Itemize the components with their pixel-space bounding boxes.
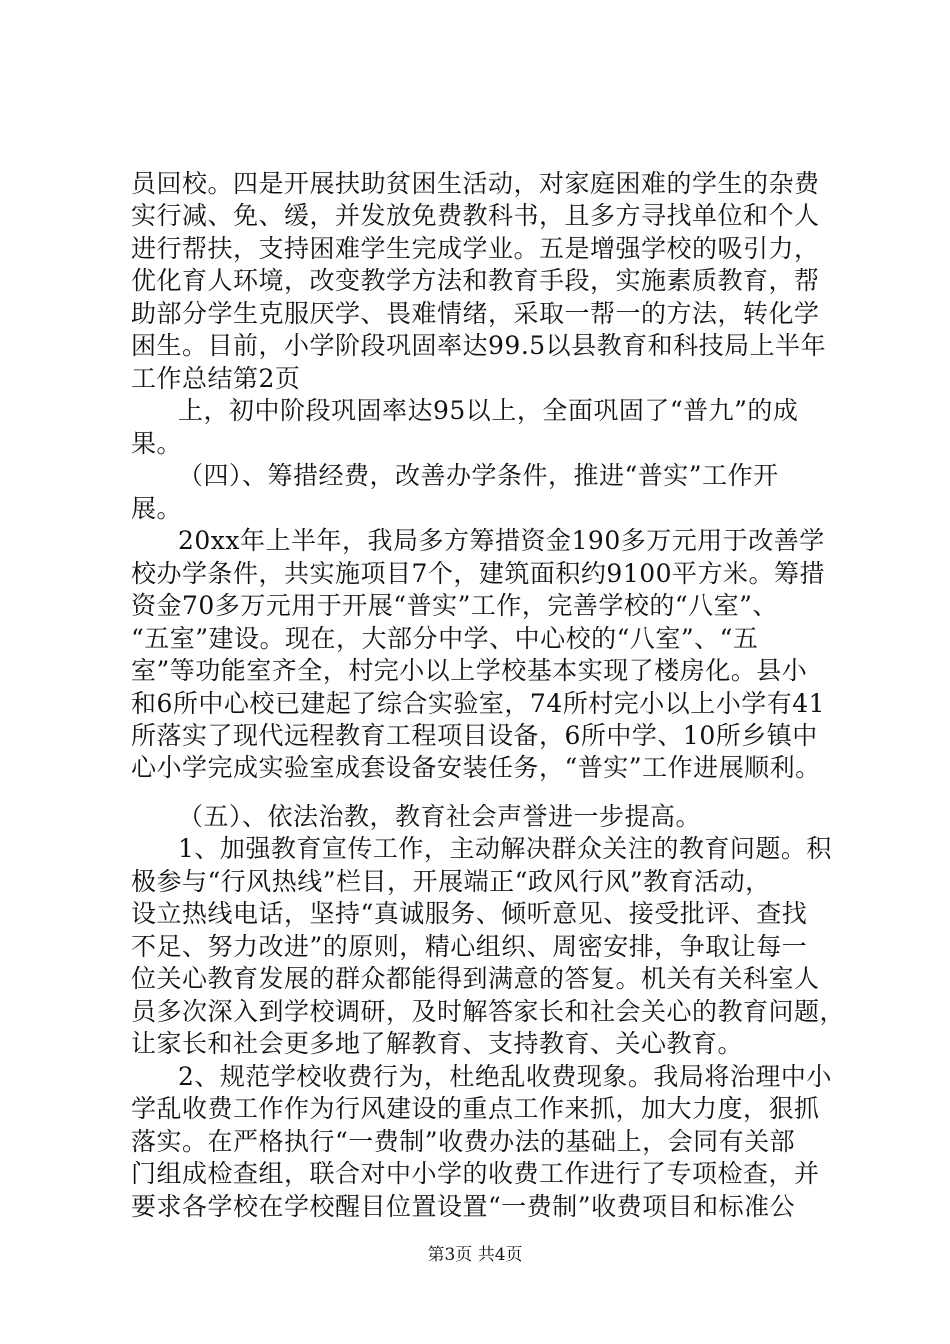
body-text-line: 实行减、免、缓，并发放免费教科书，且多方寻找单位和个人 (131, 201, 820, 230)
section-heading: （四）、筹措经费，改善办学条件，推进“普实”工作开 (178, 461, 779, 490)
body-text-line: 极参与“行风热线”栏目，开展端正“政风行风”教育活动， (131, 867, 771, 896)
body-text-line: 要求各学校在学校醒目位置设置“一费制”收费项目和标准公 (131, 1192, 796, 1221)
body-text-line: 工作总结第2页 (131, 364, 301, 393)
body-text-line: 优化育人环境，改变教学方法和教育手段，实施素质教育，帮 (131, 266, 820, 295)
body-text-line: 上，初中阶段巩固率达95以上，全面巩固了“普九”的成 (178, 396, 799, 425)
page-number: 第3页 共4页 (427, 1245, 523, 1265)
body-text-line: 室”等功能室齐全，村完小以上学校基本实现了楼房化。县小 (131, 656, 808, 685)
body-text-line: 2、规范学校收费行为，杜绝乱收费现象。我局将治理中小 (178, 1062, 832, 1091)
body-text-line: 所落实了现代远程教育工程项目设备，6所中学、10所乡镇中 (131, 721, 818, 750)
body-text-line: 进行帮扶，支持困难学生完成学业。五是增强学校的吸引力， (131, 234, 820, 263)
body-text-line: 员回校。四是开展扶助贫困生活动，对家庭困难的学生的杂费 (131, 169, 820, 198)
section-heading: 展。 (131, 494, 183, 523)
body-text-line: 校办学条件，共实施项目7个，建筑面积约9100平方米。筹措 (131, 559, 826, 588)
body-text-line: 20xx年上半年，我局多方筹措资金190多万元用于改善学 (178, 526, 825, 555)
body-text-line: 员多次深入到学校调研，及时解答家长和社会关心的教育问题， (131, 997, 846, 1026)
body-text-line: 设立热线电话，坚持“真诚服务、倾听意见、接受批评、查找 (131, 899, 808, 928)
body-text-line: 困生。目前，小学阶段巩固率达99.5以县教育和科技局上半年 (131, 331, 827, 360)
section-heading: （五）、依法治教，教育社会声誉进一步提高。 (178, 802, 702, 831)
body-text-line: “五室”建设。现在，大部分中学、中心校的“八室”、“五 (131, 624, 759, 653)
body-text-line: 和6所中心校已建起了综合实验室，74所村完小以上小学有41 (131, 689, 826, 718)
body-text-line: 让家长和社会更多地了解教育、支持教育、关心教育。 (131, 1029, 744, 1058)
body-text-line: 资金70多万元用于开展“普实”工作，完善学校的“八室”、 (131, 591, 778, 620)
body-text-line: 学乱收费工作作为行风建设的重点工作来抓，加大力度，狠抓 (131, 1094, 820, 1123)
body-text-line: 心小学完成实验室成套设备安装任务，“普实”工作进展顺利。 (131, 753, 821, 782)
body-text-line: 不足、努力改进”的原则，精心组织、周密安排，争取让每一 (131, 932, 808, 961)
body-text-line: 门组成检查组，联合对中小学的收费工作进行了专项检查，并 (131, 1159, 820, 1188)
body-text-line: 位关心教育发展的群众都能得到满意的答复。机关有关科室人 (131, 964, 820, 993)
body-text-line: 助部分学生克服厌学、畏难情绪，采取一帮一的方法，转化学 (131, 299, 820, 328)
body-text-line: 果。 (131, 429, 183, 458)
body-text-line: 落实。在严格执行“一费制”收费办法的基础上，会同有关部 (131, 1127, 796, 1156)
body-text-line: 1、加强教育宣传工作，主动解决群众关注的教育问题。积 (178, 834, 832, 863)
